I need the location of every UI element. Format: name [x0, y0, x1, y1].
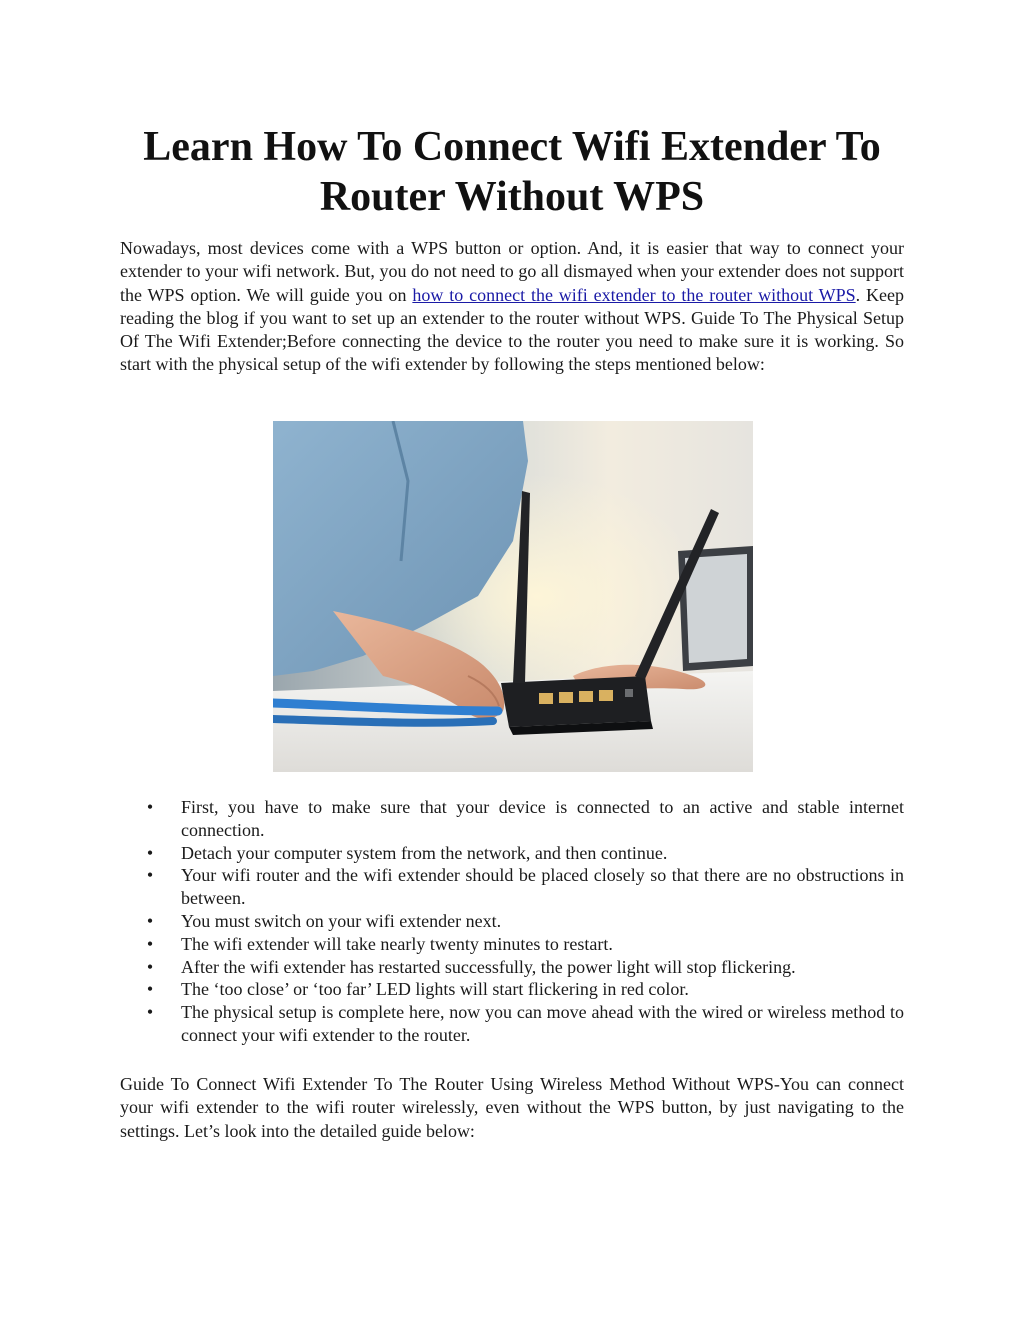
bullet-icon: •: [146, 933, 154, 954]
list-item: [120, 864, 904, 910]
document-title: Learn How To Connect Wifi Extender To Router Without WPS: [143, 124, 881, 220]
bullet-icon: •: [146, 979, 154, 1000]
bullet-icon: •: [146, 842, 154, 863]
list-item-text: Detach your computer system from the network, and then continue.: [181, 842, 668, 863]
list-item-text: The wifi extender will take nearly twenty minutes to restart.: [181, 933, 613, 954]
list-item-text: First, you have to make sure that your device is connected to an active and stable internet connection.: [181, 797, 904, 840]
list-item: [120, 1001, 904, 1047]
bullet-icon: •: [146, 956, 154, 977]
list-item-text: The physical setup is complete here, now you can move ahead with the wired or wireless method to connect your wifi extender to the router.: [181, 1002, 904, 1045]
list-item-text: The ‘too close’ or ‘too far’ LED lights will start flickering in red color.: [181, 979, 689, 1000]
list-item-text: You must switch on your wifi extender next.: [181, 910, 502, 931]
list-item: [120, 842, 904, 865]
list-item: [120, 796, 904, 842]
list-item: [120, 978, 904, 1001]
bullet-icon: •: [146, 910, 154, 931]
how-to-connect-link[interactable]: how to connect the wifi extender to the router without WPS: [412, 284, 856, 305]
list-item: [120, 910, 904, 933]
router-photo: [273, 421, 753, 772]
bullet-icon: •: [146, 797, 154, 817]
setup-steps-list: [120, 796, 904, 1047]
list-item: [120, 956, 904, 979]
list-item-text: After the wifi extender has restarted successfully, the power light will stop flickering.: [181, 956, 796, 977]
bullet-icon: •: [146, 1002, 154, 1023]
intro-text-after-link: . Keep reading the blog if you want to set up an extender to the router without WPS. Guide To The Physical Setup Of The Wifi Extender;Before connecting the device to the router you need to make sure it is working. So start with the physical setup of the wifi extender by following the steps mentioned below:: [120, 284, 905, 375]
intro-text-before-link: Nowadays, most devices come with a WPS button or option. And, it is easier that way to connect your extender to your wifi network. But, you do not need to go all dismayed when your extender does not support the WPS option. We will guide you on: [120, 238, 904, 305]
intro-paragraph: [120, 237, 904, 377]
bullet-icon: •: [146, 865, 154, 886]
wireless-guide-paragraph: Guide To Connect Wifi Extender To The Router Using Wireless Method Without WPS-You can connect your wifi extender to the wifi router wirelessly, even without the WPS button, by just navigating to the settings. Let’s look into the detailed guide below:: [120, 1074, 904, 1141]
list-item: [120, 933, 904, 956]
list-item-text: Your wifi router and the wifi extender should be placed closely so that there are no obstructions in between.: [181, 865, 904, 909]
